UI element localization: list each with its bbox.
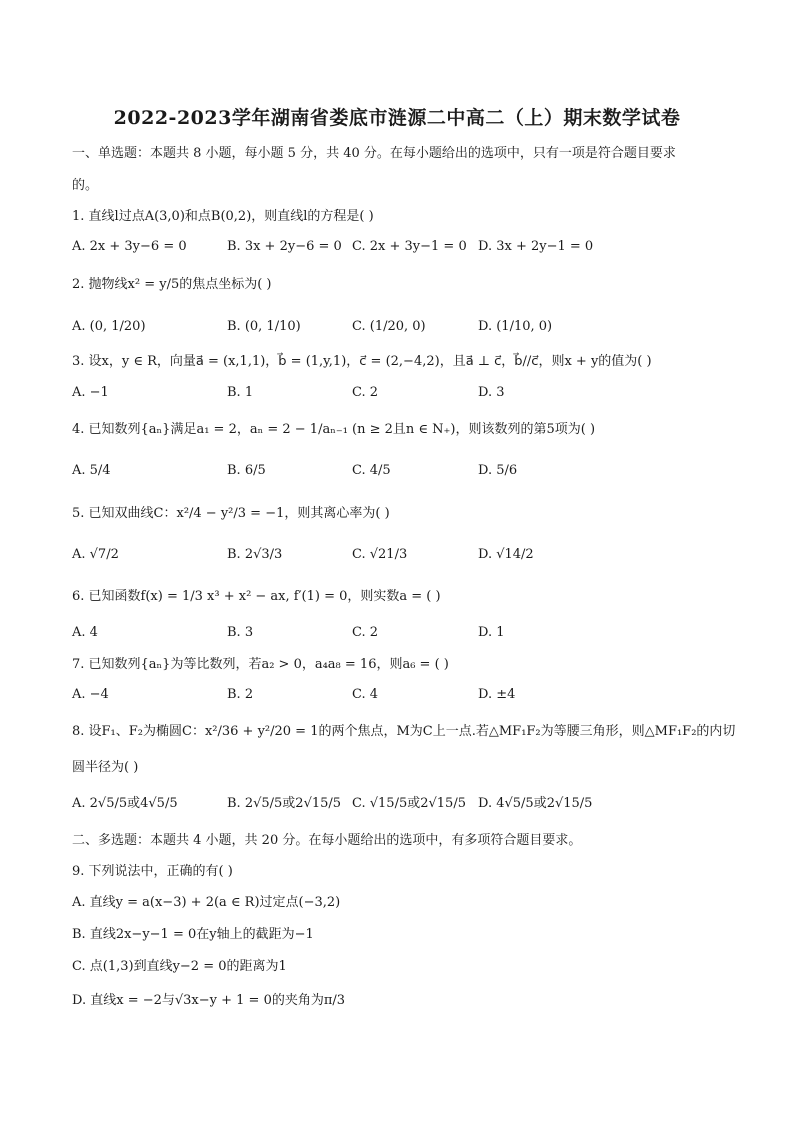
q4-option-c: C. 4/5 <box>352 463 391 478</box>
q9-stem: 9. 下列说法中，正确的有( ) <box>72 864 233 879</box>
q9-option-a: A. 直线y = a(x−3) + 2(a ∈ R)过定点(−3,2) <box>72 895 341 910</box>
q6-stem: 6. 已知函数f(x) = 1/3 x³ + x² − ax, f′(1) = 0，则实数a = ( ) <box>72 589 441 604</box>
q9-option-b: B. 直线2x−y−1 = 0在y轴上的截距为−1 <box>72 927 314 942</box>
q5-options <box>72 546 732 566</box>
q9-option-d: D. 直线x = −2与√3x−y + 1 = 0的夹角为π/3 <box>72 993 346 1008</box>
q5-option-b: B. 2√3/3 <box>227 547 283 562</box>
q8-option-a: A. 2√5/5或4√5/5 <box>72 796 178 811</box>
q2-option-d: D. (1/10, 0) <box>478 319 553 334</box>
q2-option-c: C. (1/20, 0) <box>352 319 426 334</box>
q7-option-c: C. 4 <box>352 687 379 702</box>
q5-option-d: D. √14/2 <box>478 547 534 562</box>
q1-option-c: C. 2x + 3y−1 = 0 <box>352 239 467 254</box>
q4-option-d: D. 5/6 <box>478 463 518 478</box>
q6-option-a: A. 4 <box>72 625 98 640</box>
q8-option-b: B. 2√5/5或2√15/5 <box>227 796 342 811</box>
section2-heading: 二、多选题：本题共 4 小题，共 20 分。在每小题给出的选项中，有多项符合题目要求。 <box>72 833 582 848</box>
q8-stem-cont: 圆半径为( ) <box>72 760 139 775</box>
section1-heading: 一、单选题：本题共 8 小题，每小题 5 分，共 40 分。在每小题给出的选项中，只有一项是符合题目要求 <box>72 146 676 161</box>
q3-stem: 3. 设x，y ∈ R，向量a⃗ = (x,1,1)，b⃗ = (1,y,1)，c⃗ = (2,−4,2)，且a⃗ ⊥ c⃗，b⃗//c⃗，则x + y的值为( ) <box>72 354 652 369</box>
q7-option-b: B. 2 <box>227 687 254 702</box>
q1-stem: 1. 直线l过点A(3,0)和点B(0,2)，则直线l的方程是( ) <box>72 209 374 224</box>
q2-option-a: A. (0, 1/20) <box>72 319 146 334</box>
q6-options <box>72 624 732 644</box>
q3-options <box>72 384 732 404</box>
q2-options <box>72 318 732 338</box>
q3-option-c: C. 2 <box>352 385 379 400</box>
q2-option-b: B. (0, 1/10) <box>227 319 301 334</box>
q1-option-b: B. 3x + 2y−6 = 0 <box>227 239 342 254</box>
q4-options <box>72 462 732 482</box>
q1-option-a: A. 2x + 3y−6 = 0 <box>72 239 187 254</box>
q3-option-a: A. −1 <box>72 385 109 400</box>
q4-stem: 4. 已知数列{aₙ}满足a₁ = 2，aₙ = 2 − 1/aₙ₋₁ (n ≥ 2且n ∈ N₊)，则该数列的第5项为( ) <box>72 422 596 437</box>
q6-option-d: D. 1 <box>478 625 505 640</box>
q1-option-d: D. 3x + 2y−1 = 0 <box>478 239 594 254</box>
section1-heading-cont: 的。 <box>72 178 99 193</box>
q6-option-c: C. 2 <box>352 625 379 640</box>
q7-option-a: A. −4 <box>72 687 109 702</box>
q8-option-d: D. 4√5/5或2√15/5 <box>478 796 593 811</box>
exam-title: 2022-2023学年湖南省娄底市涟源二中高二（上）期末数学试卷 <box>113 107 681 129</box>
q3-option-b: B. 1 <box>227 385 254 400</box>
q8-stem: 8. 设F₁、F₂为椭圆C：x²/36 + y²/20 = 1的两个焦点，M为C上一点.若△MF₁F₂为等腰三角形，则△MF₁F₂的内切 <box>72 724 736 739</box>
q2-stem: 2. 抛物线x² = y/5的焦点坐标为( ) <box>72 277 272 292</box>
q9-option-c: C. 点(1,3)到直线y−2 = 0的距离为1 <box>72 959 287 974</box>
q4-option-b: B. 6/5 <box>227 463 266 478</box>
q8-options <box>72 795 732 815</box>
q6-option-b: B. 3 <box>227 625 254 640</box>
q7-options <box>72 686 732 706</box>
q4-option-a: A. 5/4 <box>72 463 111 478</box>
q8-option-c: C. √15/5或2√15/5 <box>352 796 466 811</box>
q5-option-c: C. √21/3 <box>352 547 408 562</box>
q5-stem: 5. 已知双曲线C：x²/4 − y²/3 = −1，则其离心率为( ) <box>72 506 390 521</box>
q7-option-d: D. ±4 <box>478 687 516 702</box>
q1-options <box>72 238 732 258</box>
q7-stem: 7. 已知数列{aₙ}为等比数列，若a₂ > 0，a₄a₈ = 16，则a₆ = ( ) <box>72 657 449 672</box>
q5-option-a: A. √7/2 <box>72 547 119 562</box>
q3-option-d: D. 3 <box>478 385 505 400</box>
